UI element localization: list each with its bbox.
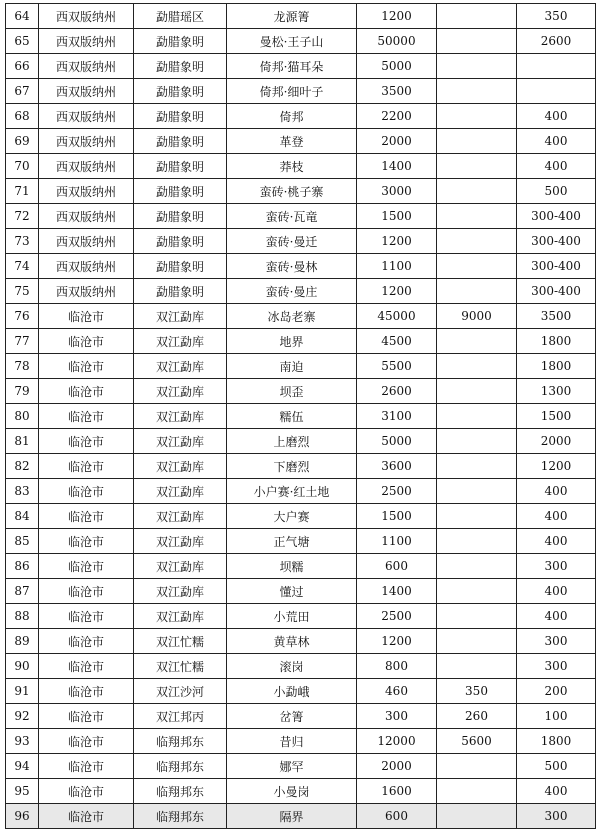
cell-row-number: 88 bbox=[6, 604, 39, 629]
cell-area: 双江勐库 bbox=[134, 304, 227, 329]
cell-area: 双江勐库 bbox=[134, 379, 227, 404]
cell-prefecture: 临沧市 bbox=[39, 504, 134, 529]
cell-price-b bbox=[437, 779, 517, 804]
cell-price-b bbox=[437, 29, 517, 54]
cell-prefecture: 临沧市 bbox=[39, 529, 134, 554]
cell-prefecture: 西双版纳州 bbox=[39, 79, 134, 104]
cell-price-a: 45000 bbox=[357, 304, 437, 329]
cell-prefecture: 临沧市 bbox=[39, 379, 134, 404]
cell-price-c: 500 bbox=[517, 754, 596, 779]
cell-area: 双江勐库 bbox=[134, 329, 227, 354]
cell-price-c: 400 bbox=[517, 529, 596, 554]
cell-prefecture: 临沧市 bbox=[39, 454, 134, 479]
table-row bbox=[6, 379, 596, 404]
cell-area: 双江勐库 bbox=[134, 479, 227, 504]
cell-row-number: 76 bbox=[6, 304, 39, 329]
cell-price-b bbox=[437, 429, 517, 454]
cell-price-a: 800 bbox=[357, 654, 437, 679]
cell-row-number: 82 bbox=[6, 454, 39, 479]
cell-price-b bbox=[437, 404, 517, 429]
cell-row-number: 85 bbox=[6, 529, 39, 554]
cell-row-number: 95 bbox=[6, 779, 39, 804]
cell-prefecture: 西双版纳州 bbox=[39, 254, 134, 279]
cell-village: 昔归 bbox=[227, 729, 357, 754]
table-row bbox=[6, 629, 596, 654]
cell-price-a: 3000 bbox=[357, 179, 437, 204]
table-row bbox=[6, 729, 596, 754]
cell-prefecture: 临沧市 bbox=[39, 604, 134, 629]
cell-price-b bbox=[437, 279, 517, 304]
cell-area: 临翔邦东 bbox=[134, 754, 227, 779]
cell-village: 蛮砖·曼迁 bbox=[227, 229, 357, 254]
cell-area: 双江勐库 bbox=[134, 604, 227, 629]
table-row bbox=[6, 354, 596, 379]
cell-price-b bbox=[437, 579, 517, 604]
cell-village: 莽枝 bbox=[227, 154, 357, 179]
table-row bbox=[6, 604, 596, 629]
table-row bbox=[6, 54, 596, 79]
cell-price-b bbox=[437, 454, 517, 479]
cell-area: 双江勐库 bbox=[134, 429, 227, 454]
cell-village: 倚邦·猫耳朵 bbox=[227, 54, 357, 79]
cell-prefecture: 临沧市 bbox=[39, 579, 134, 604]
cell-price-b bbox=[437, 154, 517, 179]
cell-price-b bbox=[437, 654, 517, 679]
cell-row-number: 86 bbox=[6, 554, 39, 579]
cell-village: 革登 bbox=[227, 129, 357, 154]
cell-price-b bbox=[437, 229, 517, 254]
cell-price-b bbox=[437, 104, 517, 129]
cell-price-a: 2500 bbox=[357, 479, 437, 504]
cell-price-c: 1500 bbox=[517, 404, 596, 429]
cell-row-number: 90 bbox=[6, 654, 39, 679]
cell-row-number: 74 bbox=[6, 254, 39, 279]
cell-price-c: 400 bbox=[517, 504, 596, 529]
cell-price-c: 500 bbox=[517, 179, 596, 204]
cell-village: 岔箐 bbox=[227, 704, 357, 729]
cell-price-b bbox=[437, 329, 517, 354]
cell-row-number: 94 bbox=[6, 754, 39, 779]
cell-prefecture: 西双版纳州 bbox=[39, 104, 134, 129]
cell-price-b bbox=[437, 804, 517, 829]
cell-area: 双江勐库 bbox=[134, 554, 227, 579]
cell-price-a: 1100 bbox=[357, 254, 437, 279]
cell-row-number: 81 bbox=[6, 429, 39, 454]
cell-price-c: 400 bbox=[517, 604, 596, 629]
cell-row-number: 84 bbox=[6, 504, 39, 529]
cell-area: 勐腊瑶区 bbox=[134, 4, 227, 29]
cell-village: 黄草林 bbox=[227, 629, 357, 654]
cell-row-number: 64 bbox=[6, 4, 39, 29]
cell-area: 勐腊象明 bbox=[134, 204, 227, 229]
table-row bbox=[6, 654, 596, 679]
cell-village: 小勐峨 bbox=[227, 679, 357, 704]
cell-price-c: 300 bbox=[517, 629, 596, 654]
cell-price-b bbox=[437, 504, 517, 529]
cell-village: 倚邦 bbox=[227, 104, 357, 129]
cell-price-c: 2600 bbox=[517, 29, 596, 54]
table-row bbox=[6, 454, 596, 479]
cell-row-number: 65 bbox=[6, 29, 39, 54]
cell-price-a: 3100 bbox=[357, 404, 437, 429]
cell-price-a: 5500 bbox=[357, 354, 437, 379]
cell-price-a: 3600 bbox=[357, 454, 437, 479]
table-row bbox=[6, 704, 596, 729]
cell-area: 勐腊象明 bbox=[134, 154, 227, 179]
cell-price-a: 2600 bbox=[357, 379, 437, 404]
table-row bbox=[6, 579, 596, 604]
table-row bbox=[6, 554, 596, 579]
cell-area: 双江沙河 bbox=[134, 679, 227, 704]
table-row bbox=[6, 779, 596, 804]
cell-area: 勐腊象明 bbox=[134, 229, 227, 254]
cell-price-b bbox=[437, 129, 517, 154]
cell-price-b: 9000 bbox=[437, 304, 517, 329]
cell-prefecture: 临沧市 bbox=[39, 779, 134, 804]
cell-price-a: 5000 bbox=[357, 429, 437, 454]
cell-price-c: 400 bbox=[517, 579, 596, 604]
table-row bbox=[6, 479, 596, 504]
cell-price-c: 400 bbox=[517, 104, 596, 129]
cell-price-b bbox=[437, 179, 517, 204]
cell-village: 龙源箐 bbox=[227, 4, 357, 29]
cell-price-c: 200 bbox=[517, 679, 596, 704]
cell-prefecture: 临沧市 bbox=[39, 304, 134, 329]
cell-price-a: 1600 bbox=[357, 779, 437, 804]
cell-price-a: 600 bbox=[357, 804, 437, 829]
cell-price-c: 300-400 bbox=[517, 204, 596, 229]
cell-price-b bbox=[437, 254, 517, 279]
cell-price-a: 2000 bbox=[357, 129, 437, 154]
table-row bbox=[6, 429, 596, 454]
table-row bbox=[6, 154, 596, 179]
cell-village: 坝歪 bbox=[227, 379, 357, 404]
cell-village: 蛮砖·曼林 bbox=[227, 254, 357, 279]
table-row bbox=[6, 754, 596, 779]
cell-village: 蛮砖·瓦竜 bbox=[227, 204, 357, 229]
tea-price-table bbox=[5, 3, 596, 829]
table-row bbox=[6, 529, 596, 554]
cell-row-number: 71 bbox=[6, 179, 39, 204]
cell-area: 勐腊象明 bbox=[134, 54, 227, 79]
cell-village: 滚岗 bbox=[227, 654, 357, 679]
cell-prefecture: 西双版纳州 bbox=[39, 129, 134, 154]
cell-village: 曼松·王子山 bbox=[227, 29, 357, 54]
cell-price-a: 1400 bbox=[357, 579, 437, 604]
cell-village: 南迫 bbox=[227, 354, 357, 379]
cell-price-c: 400 bbox=[517, 779, 596, 804]
cell-row-number: 73 bbox=[6, 229, 39, 254]
cell-prefecture: 西双版纳州 bbox=[39, 179, 134, 204]
cell-prefecture: 临沧市 bbox=[39, 404, 134, 429]
cell-row-number: 87 bbox=[6, 579, 39, 604]
cell-area: 双江忙糯 bbox=[134, 654, 227, 679]
cell-area: 勐腊象明 bbox=[134, 254, 227, 279]
cell-prefecture: 临沧市 bbox=[39, 804, 134, 829]
cell-prefecture: 临沧市 bbox=[39, 629, 134, 654]
table-row bbox=[6, 29, 596, 54]
cell-area: 勐腊象明 bbox=[134, 179, 227, 204]
cell-price-b bbox=[437, 354, 517, 379]
cell-price-a: 2500 bbox=[357, 604, 437, 629]
cell-village: 正气塘 bbox=[227, 529, 357, 554]
cell-area: 双江勐库 bbox=[134, 404, 227, 429]
cell-prefecture: 临沧市 bbox=[39, 754, 134, 779]
cell-prefecture: 临沧市 bbox=[39, 329, 134, 354]
cell-area: 勐腊象明 bbox=[134, 129, 227, 154]
cell-price-c bbox=[517, 79, 596, 104]
cell-village: 蛮砖·桃子寨 bbox=[227, 179, 357, 204]
cell-price-b bbox=[437, 204, 517, 229]
cell-price-a: 50000 bbox=[357, 29, 437, 54]
cell-prefecture: 临沧市 bbox=[39, 429, 134, 454]
cell-price-c: 300 bbox=[517, 654, 596, 679]
cell-area: 临翔邦东 bbox=[134, 729, 227, 754]
cell-area: 双江勐库 bbox=[134, 529, 227, 554]
cell-village: 冰岛老寨 bbox=[227, 304, 357, 329]
cell-price-a: 600 bbox=[357, 554, 437, 579]
cell-price-a: 1500 bbox=[357, 204, 437, 229]
cell-area: 双江忙糯 bbox=[134, 629, 227, 654]
cell-prefecture: 西双版纳州 bbox=[39, 154, 134, 179]
cell-price-a: 12000 bbox=[357, 729, 437, 754]
cell-village: 懂过 bbox=[227, 579, 357, 604]
cell-price-c: 400 bbox=[517, 129, 596, 154]
cell-price-b bbox=[437, 629, 517, 654]
cell-village: 小户赛·红土地 bbox=[227, 479, 357, 504]
cell-price-a: 300 bbox=[357, 704, 437, 729]
cell-row-number: 72 bbox=[6, 204, 39, 229]
table-row bbox=[6, 204, 596, 229]
cell-price-a: 1200 bbox=[357, 279, 437, 304]
cell-area: 临翔邦东 bbox=[134, 779, 227, 804]
cell-price-c: 1300 bbox=[517, 379, 596, 404]
table-row bbox=[6, 229, 596, 254]
cell-row-number: 75 bbox=[6, 279, 39, 304]
cell-price-b bbox=[437, 79, 517, 104]
cell-price-c: 1200 bbox=[517, 454, 596, 479]
cell-prefecture: 临沧市 bbox=[39, 679, 134, 704]
cell-price-a: 3500 bbox=[357, 79, 437, 104]
cell-price-a: 1400 bbox=[357, 154, 437, 179]
cell-row-number: 91 bbox=[6, 679, 39, 704]
table-body bbox=[6, 4, 596, 829]
cell-price-b bbox=[437, 754, 517, 779]
cell-price-c: 100 bbox=[517, 704, 596, 729]
cell-row-number: 93 bbox=[6, 729, 39, 754]
cell-village: 下磨烈 bbox=[227, 454, 357, 479]
cell-price-b bbox=[437, 604, 517, 629]
cell-price-c: 1800 bbox=[517, 729, 596, 754]
table-row bbox=[6, 104, 596, 129]
cell-prefecture: 西双版纳州 bbox=[39, 279, 134, 304]
cell-village: 小荒田 bbox=[227, 604, 357, 629]
cell-row-number: 89 bbox=[6, 629, 39, 654]
cell-price-c: 400 bbox=[517, 479, 596, 504]
cell-price-b bbox=[437, 529, 517, 554]
cell-price-c: 350 bbox=[517, 4, 596, 29]
cell-price-c: 300-400 bbox=[517, 229, 596, 254]
cell-area: 勐腊象明 bbox=[134, 79, 227, 104]
cell-price-a: 1500 bbox=[357, 504, 437, 529]
cell-price-b bbox=[437, 479, 517, 504]
cell-village: 坝糯 bbox=[227, 554, 357, 579]
cell-price-b: 5600 bbox=[437, 729, 517, 754]
cell-area: 双江勐库 bbox=[134, 504, 227, 529]
table-row bbox=[6, 129, 596, 154]
cell-village: 隔界 bbox=[227, 804, 357, 829]
cell-price-c: 1800 bbox=[517, 354, 596, 379]
cell-price-b bbox=[437, 4, 517, 29]
cell-village: 倚邦·细叶子 bbox=[227, 79, 357, 104]
cell-village: 糯伍 bbox=[227, 404, 357, 429]
cell-price-a: 2000 bbox=[357, 754, 437, 779]
cell-row-number: 92 bbox=[6, 704, 39, 729]
cell-row-number: 80 bbox=[6, 404, 39, 429]
cell-price-a: 5000 bbox=[357, 54, 437, 79]
cell-price-c: 300 bbox=[517, 804, 596, 829]
cell-area: 双江勐库 bbox=[134, 454, 227, 479]
table-row bbox=[6, 404, 596, 429]
cell-prefecture: 临沧市 bbox=[39, 479, 134, 504]
cell-prefecture: 西双版纳州 bbox=[39, 54, 134, 79]
cell-price-b: 350 bbox=[437, 679, 517, 704]
cell-prefecture: 临沧市 bbox=[39, 704, 134, 729]
cell-area: 勐腊象明 bbox=[134, 104, 227, 129]
cell-price-a: 1200 bbox=[357, 629, 437, 654]
cell-prefecture: 临沧市 bbox=[39, 729, 134, 754]
cell-price-c bbox=[517, 54, 596, 79]
cell-row-number: 77 bbox=[6, 329, 39, 354]
cell-price-c: 3500 bbox=[517, 304, 596, 329]
cell-price-a: 1200 bbox=[357, 229, 437, 254]
cell-price-c: 400 bbox=[517, 154, 596, 179]
cell-area: 双江邦丙 bbox=[134, 704, 227, 729]
table-row bbox=[6, 504, 596, 529]
cell-area: 双江勐库 bbox=[134, 579, 227, 604]
cell-village: 地界 bbox=[227, 329, 357, 354]
cell-prefecture: 临沧市 bbox=[39, 354, 134, 379]
table-row bbox=[6, 179, 596, 204]
table-row bbox=[6, 254, 596, 279]
cell-price-b: 260 bbox=[437, 704, 517, 729]
cell-area: 勐腊象明 bbox=[134, 279, 227, 304]
table-row bbox=[6, 329, 596, 354]
cell-prefecture: 西双版纳州 bbox=[39, 29, 134, 54]
cell-row-number: 79 bbox=[6, 379, 39, 404]
cell-row-number: 96 bbox=[6, 804, 39, 829]
cell-price-c: 2000 bbox=[517, 429, 596, 454]
cell-area: 双江勐库 bbox=[134, 354, 227, 379]
cell-prefecture: 临沧市 bbox=[39, 554, 134, 579]
cell-village: 上磨烈 bbox=[227, 429, 357, 454]
cell-row-number: 68 bbox=[6, 104, 39, 129]
table-row bbox=[6, 79, 596, 104]
cell-row-number: 67 bbox=[6, 79, 39, 104]
cell-village: 蛮砖·曼庄 bbox=[227, 279, 357, 304]
table-row bbox=[6, 804, 596, 829]
table-row bbox=[6, 4, 596, 29]
table-row bbox=[6, 679, 596, 704]
cell-village: 小曼岗 bbox=[227, 779, 357, 804]
cell-prefecture: 西双版纳州 bbox=[39, 4, 134, 29]
cell-village: 大户赛 bbox=[227, 504, 357, 529]
cell-prefecture: 西双版纳州 bbox=[39, 229, 134, 254]
cell-price-c: 300 bbox=[517, 554, 596, 579]
cell-row-number: 78 bbox=[6, 354, 39, 379]
cell-price-a: 1100 bbox=[357, 529, 437, 554]
cell-row-number: 70 bbox=[6, 154, 39, 179]
cell-row-number: 83 bbox=[6, 479, 39, 504]
cell-price-b bbox=[437, 554, 517, 579]
cell-price-a: 2200 bbox=[357, 104, 437, 129]
cell-price-c: 300-400 bbox=[517, 279, 596, 304]
cell-village: 娜罕 bbox=[227, 754, 357, 779]
cell-price-c: 300-400 bbox=[517, 254, 596, 279]
cell-price-b bbox=[437, 54, 517, 79]
cell-price-a: 4500 bbox=[357, 329, 437, 354]
cell-price-a: 1200 bbox=[357, 4, 437, 29]
cell-row-number: 69 bbox=[6, 129, 39, 154]
cell-price-a: 460 bbox=[357, 679, 437, 704]
cell-price-c: 1800 bbox=[517, 329, 596, 354]
cell-row-number: 66 bbox=[6, 54, 39, 79]
cell-prefecture: 临沧市 bbox=[39, 654, 134, 679]
cell-area: 临翔邦东 bbox=[134, 804, 227, 829]
table-row bbox=[6, 304, 596, 329]
table-row bbox=[6, 279, 596, 304]
cell-prefecture: 西双版纳州 bbox=[39, 204, 134, 229]
cell-area: 勐腊象明 bbox=[134, 29, 227, 54]
cell-price-b bbox=[437, 379, 517, 404]
